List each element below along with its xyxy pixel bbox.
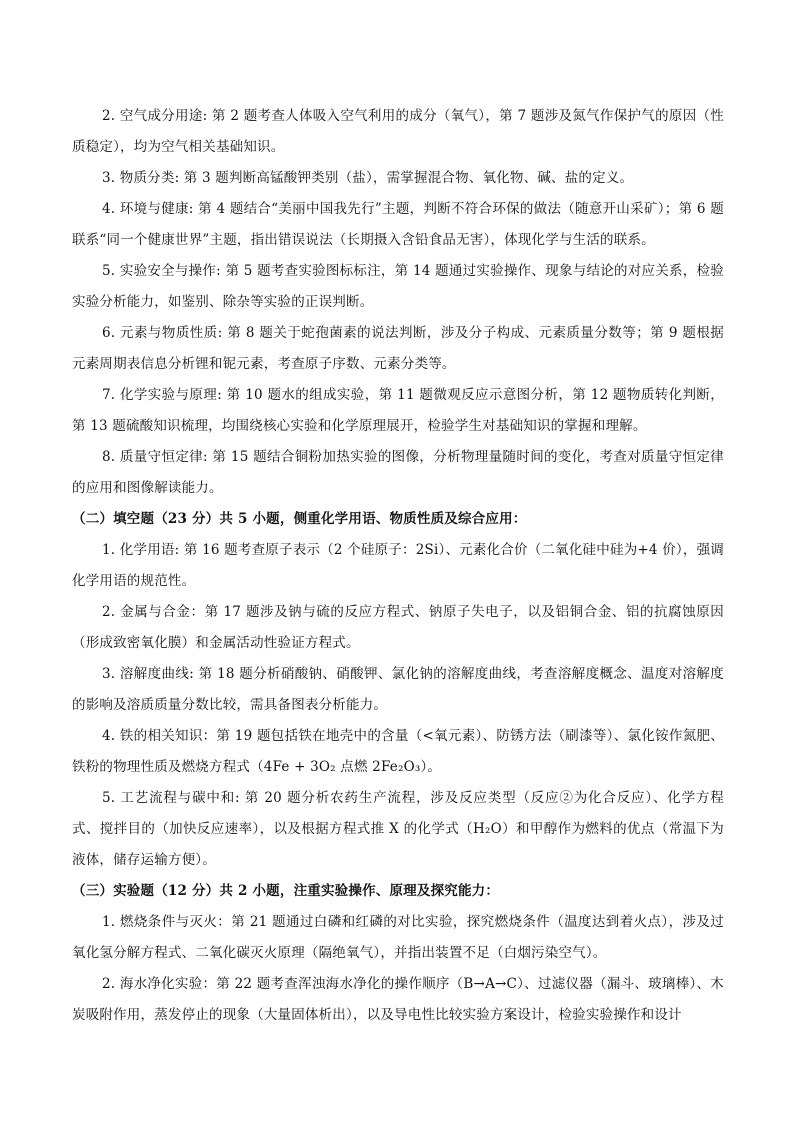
paragraph-elements-properties: 6. 元素与物质性质: 第 8 题关于蛇孢菌素的说法判断，涉及分子构成、元素质量分数等；第 9 题根据元素周期表信息分析锂和铌元素，考查原子序数、元素分类等。	[72, 325, 724, 372]
paragraph-lab-safety: 5. 实验安全与操作: 第 5 题考查实验图标标注，第 14 题通过实验操作、现象与结论的对应关系，检验实验分析能力，如鉴别、除杂等实验的正误判断。	[72, 263, 724, 310]
paragraph-iron-knowledge: 4. 铁的相关知识：第 19 题包括铁在地壳中的含量（<氧元素）、防锈方法（刷漆等）、氯化铵作氮肥、铁粉的物理性质及燃烧方程式（4Fe + 3O₂ 点燃 2Fe₂O₃）。	[72, 728, 724, 775]
paragraph-environment-health: 4. 环境与健康: 第 4 题结合“美丽中国我先行”主题，判断不符合环保的做法（随意开山采矿）；第 6 题联系“同一个健康世界”主题，指出错误说法（长期摄入含铅食品无害），体现化学与生活的联系。	[72, 201, 724, 248]
paragraph-experiments-principles: 7. 化学实验与原理: 第 10 题水的组成实验，第 11 题微观反应示意图分析，第 12 题物质转化判断，第 13 题硫酸知识梳理，均围绕核心实验和化学原理展开，检验学生对基础知识的掌握和理解。	[72, 387, 724, 434]
paragraph-substance-classification: 3. 物质分类: 第 3 题判断高锰酸钾类别（盐），需掌握混合物、氧化物、碱、盐的定义。	[102, 170, 634, 186]
section-heading-fill-in: （二）填空题（23 分）共 5 小题，侧重化学用语、物质性质及综合应用：	[72, 511, 527, 527]
paragraph-chemical-terms: 1. 化学用语: 第 16 题考查原子表示（2 个硅原子：2Si）、元素化合价（二氧化硅中硅为+4 价），强调化学用语的规范性。	[72, 542, 724, 589]
paragraph-air-composition: 2. 空气成分用途: 第 2 题考查人体吸入空气利用的成分（氧气），第 7 题涉及氮气作保护气的原因（性质稳定），均为空气相关基础知识。	[72, 108, 724, 155]
document-body	[72, 101, 724, 1031]
section-heading-experiments: （三）实验题（12 分）共 2 小题，注重实验操作、原理及探究能力：	[72, 883, 500, 899]
paragraph-mass-conservation: 8. 质量守恒定律: 第 15 题结合铜粉加热实验的图像，分析物理量随时间的变化，考查对质量守恒定律的应用和图像解读能力。	[72, 449, 724, 496]
paragraph-combustion: 1. 燃烧条件与灭火：第 21 题通过白磷和红磷的对比实验，探究燃烧条件（温度达到着火点），涉及过氧化氢分解方程式、二氧化碳灭火原理（隔绝氧气），并指出装置不足（白烟污染空气）。	[72, 914, 724, 961]
paragraph-seawater-purification: 2. 海水净化实验：第 22 题考查浑浊海水净化的操作顺序（B→A→C）、过滤仪器（漏斗、玻璃棒）、木炭吸附作用，蒸发停止的现象（大量固体析出），以及导电性比较实验方案设计，检验实验操作和设计	[72, 976, 724, 1023]
paragraph-solubility-curves: 3. 溶解度曲线: 第 18 题分析硝酸钠、硝酸钾、氯化钠的溶解度曲线，考查溶解度概念、温度对溶解度的影响及溶质质量分数比较，需具备图表分析能力。	[72, 666, 724, 713]
paragraph-process-carbon-neutral: 5. 工艺流程与碳中和: 第 20 题分析农药生产流程，涉及反应类型（反应②为化合反应）、化学方程式、搅拌目的（加快反应速率），以及根据方程式推 X 的化学式（H₂O）和甲醇作为燃料的优点（常温下为液体，储存运输方便）。	[72, 790, 724, 868]
paragraph-metals-alloys: 2. 金属与合金：第 17 题涉及钠与硫的反应方程式、钠原子失电子，以及铝铜合金、铝的抗腐蚀原因（形成致密氧化膜）和金属活动性验证方程式。	[72, 604, 724, 651]
